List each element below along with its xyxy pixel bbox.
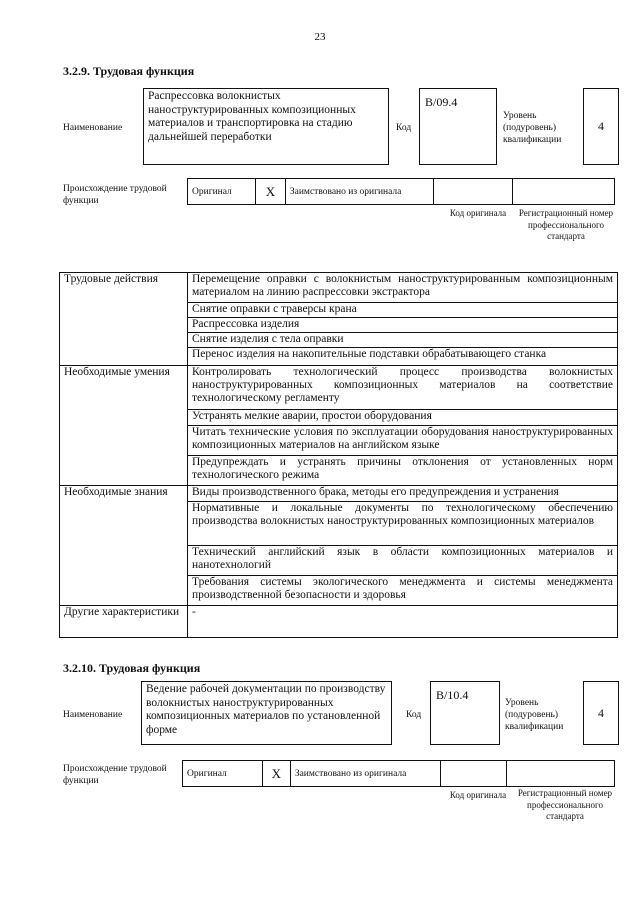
- level-label: Уровень (подуровень) квалификации: [503, 111, 562, 145]
- code-original-cell: [440, 761, 507, 787]
- original-x-mark: X: [255, 179, 285, 205]
- code-original-caption: Код оригинала: [449, 208, 507, 218]
- skills-category: Необходимые умения: [60, 366, 188, 486]
- other-characteristics-category: Другие характеристики: [60, 606, 188, 638]
- function-name-box: Распрессовка волокнистых наноструктурированных композиционных материалов и транспортировка на стадию дальнейшей переработки: [143, 88, 389, 165]
- knowledge-item: Нормативные и локальные документы по технологическому обеспечению производства волокнистых наноструктурированных композиционных материалов: [188, 502, 618, 546]
- skill-item: Читать технические условия по эксплуатации оборудования наноструктурированных композиционных материалов на английском языке: [188, 426, 618, 456]
- original-cell: Оригинал: [188, 179, 256, 205]
- skill-item: Устранять мелкие аварии, простои оборудования: [188, 410, 618, 426]
- labor-action-item: Снятие оправки с траверсы крана: [188, 303, 618, 318]
- borrowed-cell: Заимствовано из оригинала: [290, 761, 440, 787]
- other-characteristics-value: -: [188, 606, 618, 638]
- level-value-box: 4: [583, 88, 619, 165]
- code-original-cell: [433, 179, 513, 205]
- function-code-box: B/10.4: [430, 681, 500, 745]
- origin-table: [182, 760, 615, 787]
- skill-item: Контролировать технологический процесс производства волокнистых наноструктурированных композиционных материалов на соответствие технологическому регламенту: [188, 366, 618, 410]
- section-title-3-2-10: 3.2.10. Трудовая функция: [63, 661, 201, 675]
- origin-label: Происхождение трудовой функции: [63, 184, 167, 206]
- table-row: [60, 273, 618, 303]
- function-name-box: Ведение рабочей документации по производству волокнистых наноструктурированных композиционных материалов по установленной форме: [141, 681, 392, 745]
- table-row: [60, 606, 618, 638]
- section-title-3-2-9: 3.2.9. Трудовая функция: [63, 64, 195, 78]
- table-row: [60, 366, 618, 410]
- knowledge-item: Виды производственного брака, методы его предупреждения и устранения: [188, 486, 618, 502]
- code-label: Код: [406, 710, 422, 720]
- knowledge-item: Технический английский язык в области композиционных материалов и нанотехнологий: [188, 546, 618, 576]
- reg-number-cell: [507, 761, 615, 787]
- skill-item: Предупреждать и устранять причины отклонения от установленных норм технологического режима: [188, 456, 618, 486]
- function-code-box: B/09.4: [419, 88, 497, 165]
- labor-action-item: Снятие изделия с тела оправки: [188, 333, 618, 348]
- level-value-box: 4: [583, 681, 619, 745]
- labor-action-item: Перенос изделия на накопительные подставки обрабатывающего станка: [188, 348, 618, 366]
- reg-number-cell: [513, 179, 615, 205]
- table-row: [60, 486, 618, 502]
- name-label: Наименование: [63, 710, 123, 720]
- borrowed-cell: Заимствовано из оригинала: [285, 179, 433, 205]
- name-label: Наименование: [63, 123, 123, 133]
- original-cell: Оригинал: [183, 761, 263, 787]
- level-label: Уровень (подуровень) квалификации: [505, 698, 564, 732]
- code-label: Код: [396, 123, 412, 133]
- page-number: 23: [314, 31, 326, 43]
- origin-label: Происхождение трудовой функции: [63, 764, 167, 786]
- labor-actions-category: Трудовые действия: [60, 273, 188, 366]
- code-original-caption: Код оригинала: [449, 790, 507, 800]
- labor-action-item: Распрессовка изделия: [188, 318, 618, 333]
- reg-number-caption: Регистрационный номер профессионального стандарта: [518, 208, 614, 241]
- knowledge-item: Требования системы экологического менеджмента и системы менеджмента производственной безопасности и здоровья: [188, 576, 618, 606]
- labor-function-table: [59, 272, 618, 638]
- labor-action-item: Перемещение оправки с волокнистым наноструктурированным композиционным материалом на линию распрессовки экстрактора: [188, 273, 618, 303]
- original-x-mark: X: [262, 761, 290, 787]
- origin-table: [187, 178, 615, 205]
- knowledge-category: Необходимые знания: [60, 486, 188, 606]
- reg-number-caption: Регистрационный номер профессионального стандарта: [517, 788, 613, 821]
